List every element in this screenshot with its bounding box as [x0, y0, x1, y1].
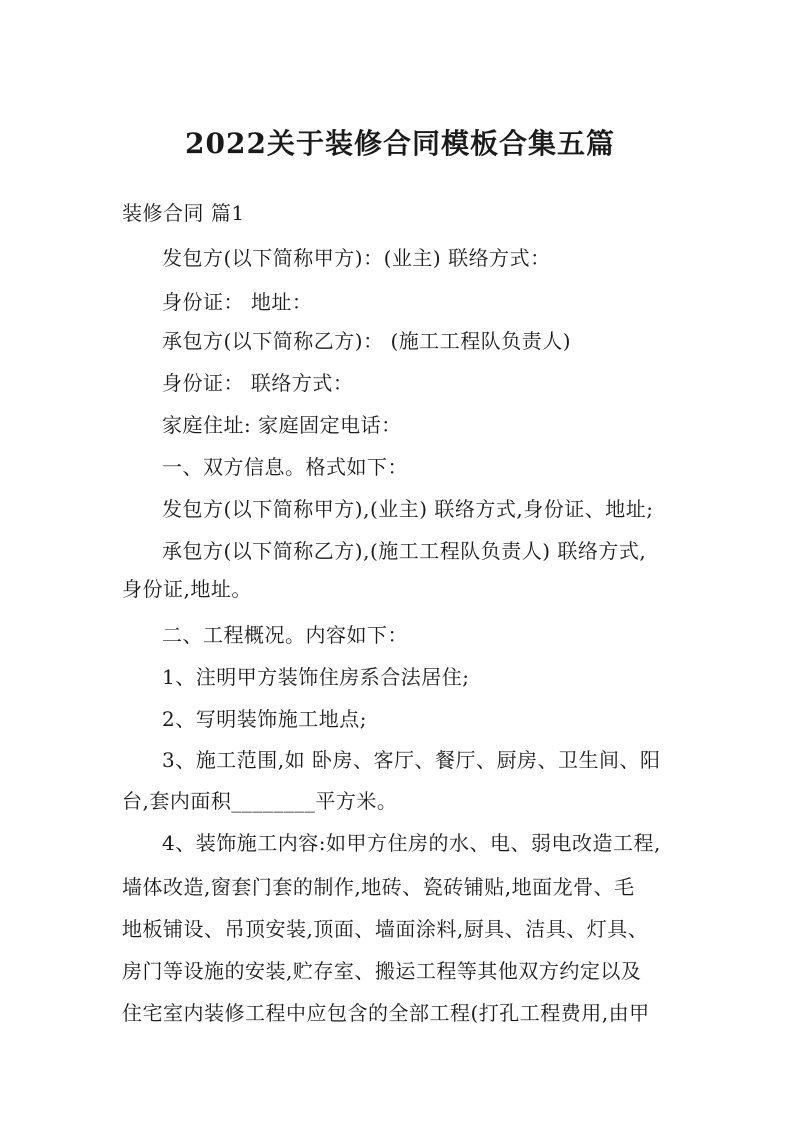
paragraph-line: 承包方(以下简称乙方)： (施工工程队负责人) — [162, 329, 572, 353]
paragraph-line: 承包方(以下简称乙方),(施工工程队负责人) 联络方式, — [162, 539, 647, 563]
paragraph-line: 墙体改造,窗套门套的制作,地砖、瓷砖铺贴,地面龙骨、毛 — [122, 875, 635, 899]
paragraph-line: 身份证： 联络方式： — [162, 371, 354, 395]
paragraph-line: 住宅室内装修工程中应包含的全部工程(打孔工程费用,由甲 — [122, 1001, 650, 1025]
paragraph-line: 发包方(以下简称甲方),(业主) 联络方式,身份证、地址; — [162, 497, 654, 521]
paragraph-line: 房门等设施的安装,贮存室、搬运工程等其他双方约定以及 — [122, 959, 642, 983]
paragraph-line: 发包方(以下简称甲方)：(业主) 联络方式： — [162, 246, 551, 270]
paragraph-line: 身份证： 地址： — [162, 290, 313, 314]
paragraph-line: 地板铺设、吊顶安装,顶面、墙面涂料,厨具、洁具、灯具、 — [122, 917, 649, 941]
paragraph-line: 二、工程概况。内容如下： — [162, 623, 408, 647]
paragraph-line: 4、装饰施工内容:如甲方住房的水、电、弱电改造工程, — [162, 831, 661, 855]
paragraph-line: 2、写明装饰施工地点; — [162, 707, 367, 731]
paragraph-line: 台,套内面积________平方米。 — [122, 789, 398, 813]
paragraph-line: 家庭住址: 家庭固定电话： — [162, 413, 402, 437]
section-heading: 装修合同 篇1 — [122, 201, 245, 225]
paragraph-line: 1、注明甲方装饰住房系合法居住; — [162, 665, 470, 689]
paragraph-line: 一、双方信息。格式如下： — [162, 455, 408, 479]
paragraph-line: 3、施工范围,如 卧房、客厅、餐厅、厨房、卫生间、阳 — [162, 748, 661, 772]
paragraph-line: 身份证,地址。 — [122, 577, 252, 601]
document-title: 2022关于装修合同模板合集五篇 — [185, 127, 615, 160]
